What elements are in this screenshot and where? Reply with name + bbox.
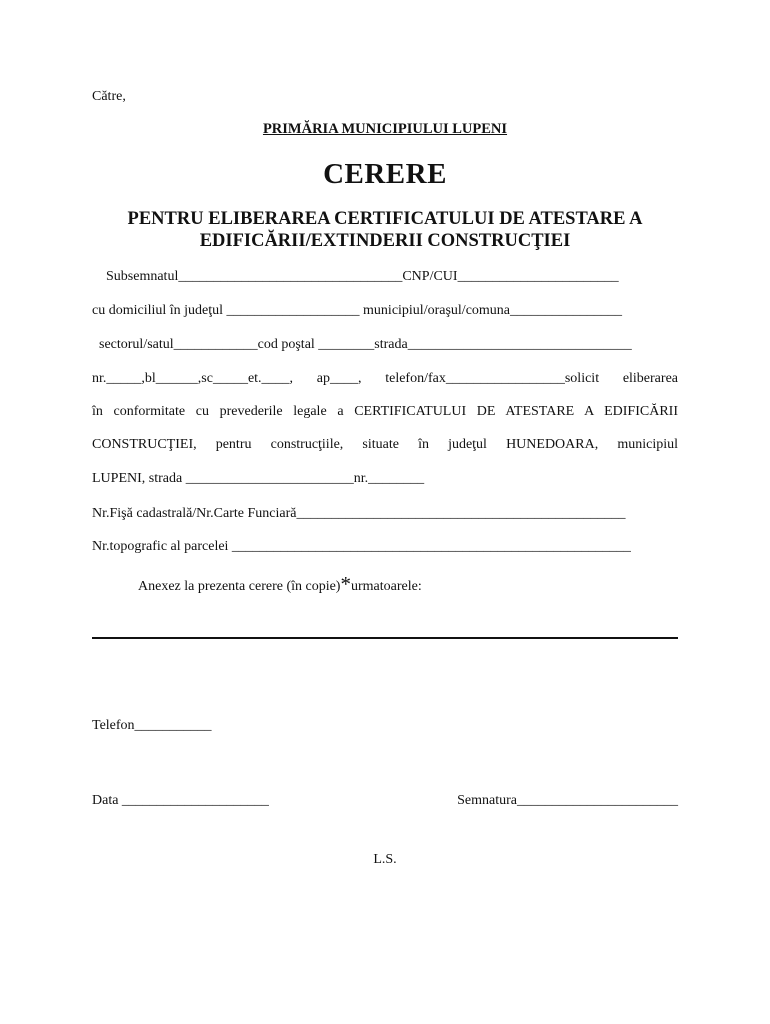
construction-street-line: LUPENI, strada ________________________nr.________ [92,471,425,486]
annex-line [138,572,678,596]
cadastral-line: Nr.Fişă cadastrală/Nr.Carte Funciară_______________________________________________ [92,506,626,521]
salutation: Către, [92,89,126,104]
topographic-line: Nr.topografic al parcelei _________________________________________________________ [92,539,631,554]
construction-location-line: CONSTRUCŢIEI, pentru construcţiile, situate în judeţul HUNEDOARA, municipiul [92,437,678,452]
annex-suffix: urmatoarele: [350,579,422,594]
address-contact-line: nr._____,bl______,sc_____et.____, ap____, telefon/fax_________________solicit eliberarea [92,371,678,386]
asterisk-mark: * [340,572,351,596]
document-title: CERERE [323,158,447,190]
telefon-field: Telefon___________ [92,718,212,733]
seal-placeholder: L.S. [373,852,397,867]
legal-basis-line: în conformitate cu prevederile legale a CERTIFICATULUI DE ATESTARE A EDIFICĂRII [92,404,678,419]
sector-street-line: sectorul/satul____________cod poştal ________strada________________________________ [92,337,632,352]
domicile-line: cu domiciliul în judeţul ___________________ municipiul/oraşul/comuna________________ [92,303,623,318]
annex-rule [92,637,678,639]
subtitle-line-2: EDIFICĂRII/EXTINDERII CONSTRUCŢIEI [199,231,571,251]
subtitle-line-1: PENTRU ELIBERAREA CERTIFICATULUI DE ATESTARE A [127,209,643,229]
signature-field: Semnatura_______________________ [457,793,678,808]
applicant-name-line: Subsemnatul________________________________CNP/CUI_______________________ [92,269,619,284]
date-field: Data _____________________ [92,793,269,808]
addressee: PRIMĂRIA MUNICIPIULUI LUPENI [262,121,508,137]
document-subtitle [92,208,678,252]
annex-text: Anexez la prezenta cerere (în copie) [138,579,341,594]
